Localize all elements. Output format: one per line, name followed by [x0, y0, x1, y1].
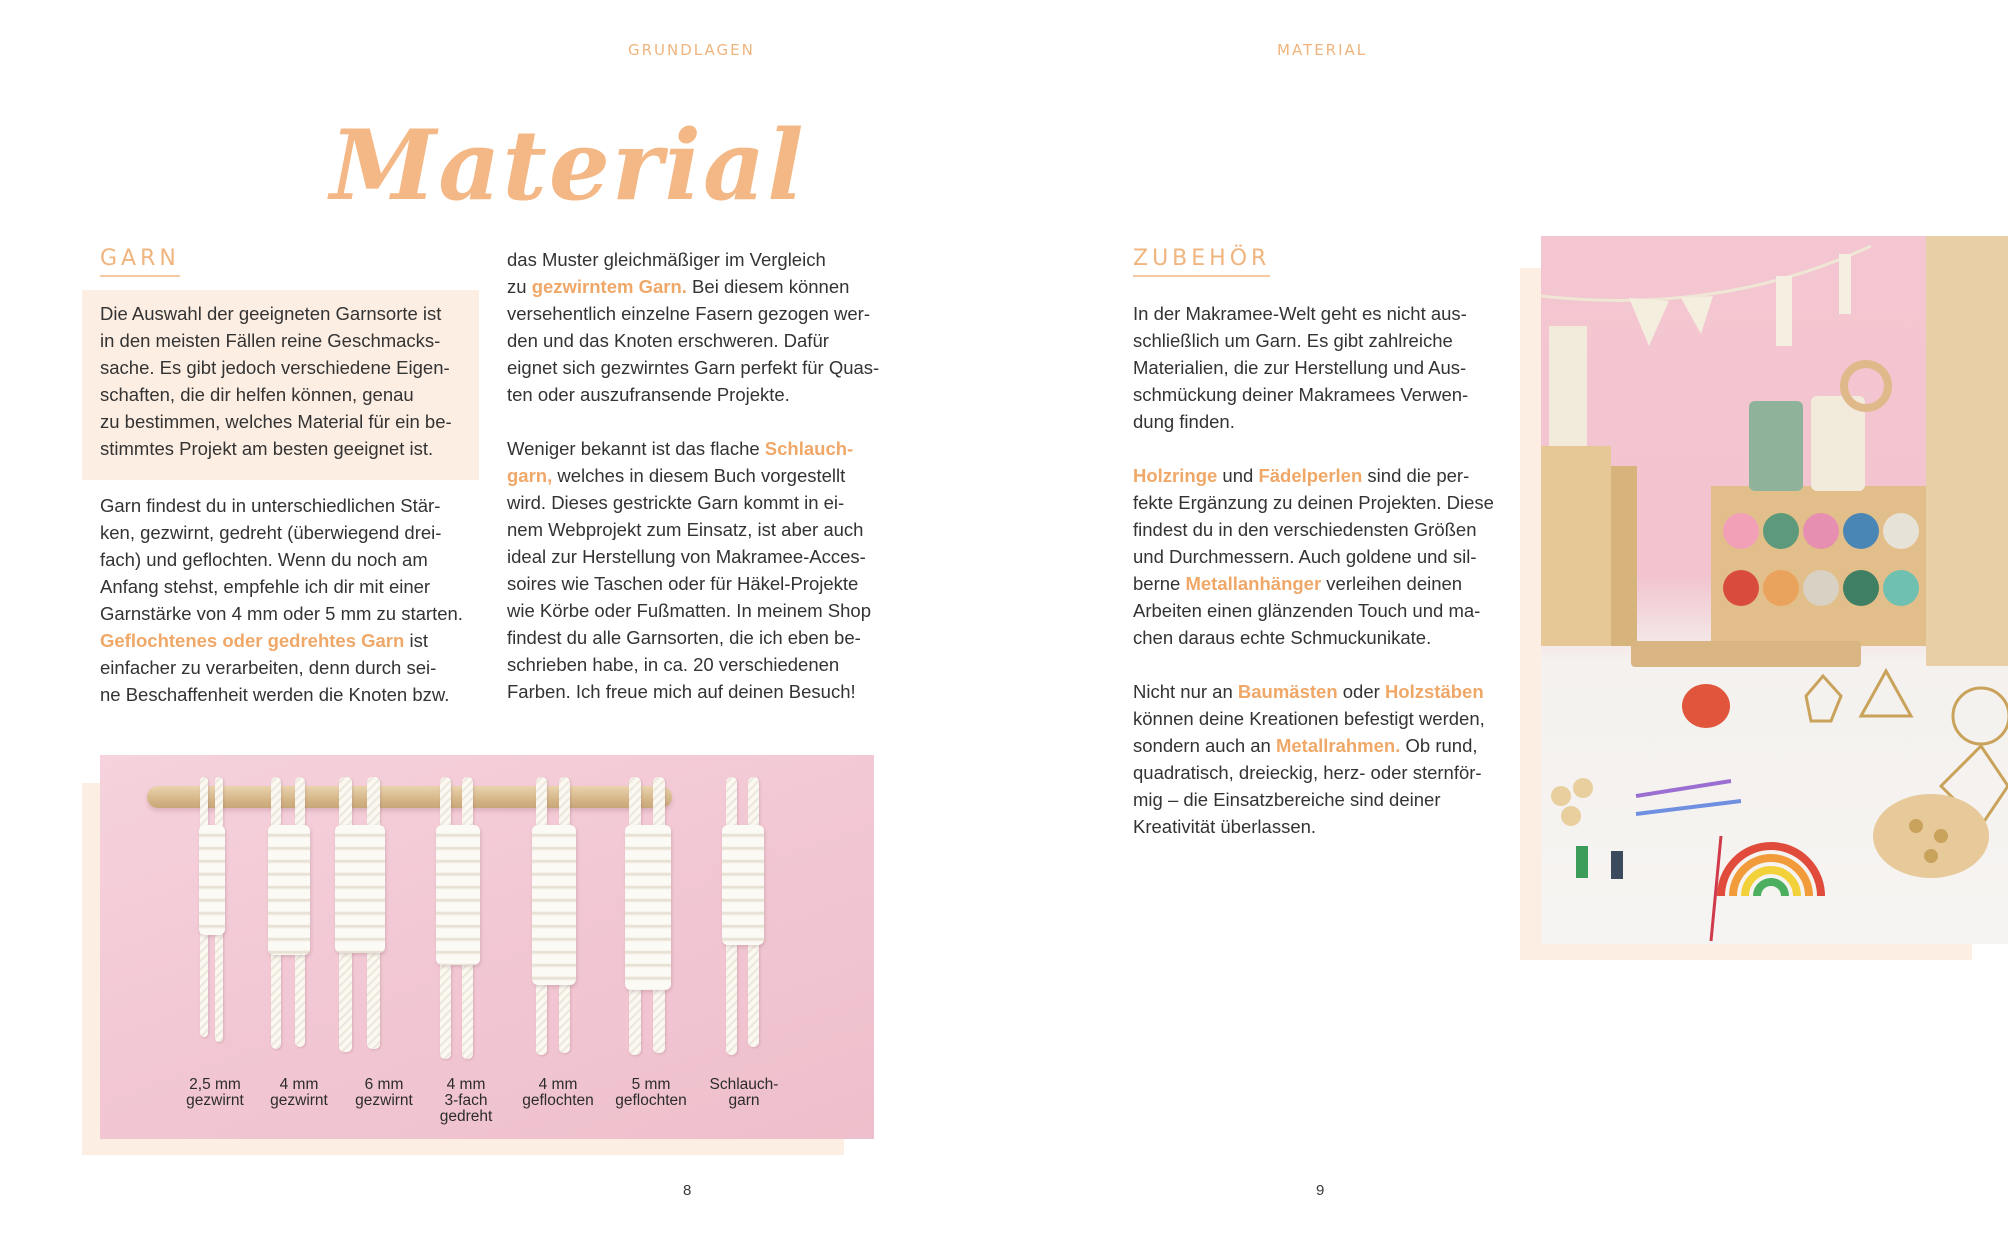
- yarn-label-3: [339, 1077, 429, 1109]
- wooden-dowel: [147, 786, 672, 808]
- highlight-baumaesten: Baumästen: [1237, 681, 1338, 702]
- garn-column-1: [100, 492, 490, 708]
- body-fragment: und: [1217, 465, 1259, 486]
- garland-tassel: [1776, 276, 1792, 346]
- body-line: [1133, 462, 1523, 489]
- highlight-holzringe: Holzringe: [1133, 465, 1218, 486]
- thread-spool: [1611, 851, 1623, 879]
- body-line: den und das Knoten erschweren. Dafür: [507, 330, 829, 351]
- yarn-roll: [1803, 513, 1839, 549]
- body-line: [507, 435, 897, 462]
- wall-tassel: [1549, 326, 1587, 446]
- body-line: findest du in den verschiedensten Größen: [1133, 519, 1477, 540]
- intro-line: schaften, die dir helfen können, genau: [100, 384, 414, 405]
- accessories-illustration: [1541, 236, 2008, 944]
- yarn-label-line: gezwirnt: [355, 1092, 413, 1109]
- body-fragment: Bei diesem können: [686, 276, 850, 297]
- yarn-samples-photo: [100, 755, 874, 1139]
- body-fragment: Nicht nur an: [1133, 681, 1238, 702]
- yarn-label-7: [699, 1077, 789, 1109]
- body-line: In der Makramee-Welt geht es nicht aus-: [1133, 303, 1467, 324]
- body-line: dung finden.: [1133, 411, 1235, 432]
- running-head-left: GRUNDLAGEN: [628, 41, 755, 59]
- yarn-label-line: 6 mm: [364, 1076, 404, 1093]
- yarn-label-line: gezwirnt: [270, 1092, 328, 1109]
- page-number-right: 9: [1316, 1182, 1325, 1199]
- body-line: [1133, 570, 1523, 597]
- body-fragment: sind die per-: [1362, 465, 1470, 486]
- yarn-label-line: 2,5 mm: [189, 1076, 241, 1093]
- section-heading-zubehoer: ZUBEHÖR: [1133, 246, 1270, 277]
- highlight-geflochtenes-garn: Geflochtenes oder gedrehtes Garn: [100, 630, 405, 651]
- page-title: Material: [330, 109, 806, 222]
- yarn-roll: [1763, 513, 1799, 549]
- intro-line: stimmtes Projekt am besten geeignet ist.: [100, 438, 434, 459]
- body-line: soires wie Taschen oder für Häkel-Projekte: [507, 573, 859, 594]
- rainbow-arc: [1757, 882, 1785, 896]
- garland-flag: [1681, 296, 1713, 334]
- body-line: Materialien, die zur Herstellung und Aus-: [1133, 357, 1467, 378]
- intro-line: zu bestimmen, welches Material für ein be-: [100, 411, 452, 432]
- body-line: nem Webprojekt zum Einsatz, ist aber auch: [507, 519, 864, 540]
- page-number-left: 8: [683, 1182, 692, 1199]
- yarn-label-line: 4 mm: [446, 1076, 486, 1093]
- body-line: versehentlich einzelne Fasern gezogen wer-: [507, 303, 871, 324]
- body-line: fekte Ergänzung zu deinen Projekten. Diese: [1133, 492, 1494, 513]
- garn-column-2: [507, 246, 897, 705]
- body-line: chen daraus echte Schmuckunikate.: [1133, 627, 1432, 648]
- highlight-schlauchgarn: Schlauch-: [764, 438, 854, 459]
- green-spool: [1749, 401, 1803, 491]
- body-line: Arbeiten einen glänzenden Touch und ma-: [1133, 600, 1481, 621]
- body-line: schrieben habe, in ca. 20 verschiedenen: [507, 654, 840, 675]
- yarn-label-line: 4 mm: [538, 1076, 578, 1093]
- highlight-holzstaeben: Holzstäben: [1384, 681, 1484, 702]
- body-line: ken, gezwirnt, gedreht (überwiegend drei-: [100, 522, 442, 543]
- metal-charm: [1909, 819, 1923, 833]
- highlight-schlauchgarn: garn,: [507, 465, 553, 486]
- body-fragment: oder: [1337, 681, 1385, 702]
- yarn-roll: [1763, 570, 1799, 606]
- yarn-roll: [1843, 570, 1879, 606]
- yarn-roll: [1843, 513, 1879, 549]
- section-heading-garn: GARN: [100, 246, 180, 277]
- metal-star: [1806, 676, 1841, 721]
- highlight-metallanhaenger: Metallanhänger: [1185, 573, 1322, 594]
- body-line: mig – die Einsatzbereiche sind deiner: [1133, 789, 1441, 810]
- body-line: ten oder auszufransende Projekte.: [507, 384, 790, 405]
- body-line: wird. Dieses gestrickte Garn kommt in ei-: [507, 492, 845, 513]
- yarn-label-line: gezwirnt: [186, 1092, 244, 1109]
- garland-string: [1541, 246, 1871, 300]
- yarn-label-line: 3-fach: [444, 1092, 488, 1109]
- yarn-roll: [1883, 513, 1919, 549]
- paragraph-gap: [1133, 651, 1523, 678]
- body-line: das Muster gleichmäßiger im Vergleich: [507, 249, 826, 270]
- body-line: eignet sich gezwirntes Garn perfekt für Quas-: [507, 357, 880, 378]
- intro-line: Die Auswahl der geeigneten Garnsorte ist: [100, 303, 442, 324]
- body-line: schließlich um Garn. Es gibt zahlreiche: [1133, 330, 1453, 351]
- body-line: Garn findest du in unterschiedlichen Stär-: [100, 495, 441, 516]
- body-line: wie Körbe oder Fußmatten. In meinem Shop: [507, 600, 872, 621]
- crochet-hook: [1636, 781, 1731, 796]
- highlight-faedelperlen: Fädelperlen: [1258, 465, 1363, 486]
- intro-text: [100, 300, 470, 462]
- body-line: findest du alle Garnsorten, die ich eben be-: [507, 627, 861, 648]
- highlight-gezwirntem-garn: gezwirntem Garn.: [531, 276, 687, 297]
- yarn-roll: [1803, 570, 1839, 606]
- body-line: quadratisch, dreieckig, herz- oder sternför-: [1133, 762, 1482, 783]
- macrame-board: [1631, 641, 1861, 667]
- running-head-right: MATERIAL: [1277, 41, 1368, 59]
- body-line: ideal zur Herstellung von Makramee-Acces-: [507, 546, 866, 567]
- paragraph-gap: [1133, 435, 1523, 462]
- yarn-label-line: geflochten: [522, 1092, 594, 1109]
- yarn-label-5: [513, 1077, 603, 1109]
- red-yarn-spool: [1682, 684, 1730, 728]
- body-line: fach) und geflochten. Wenn du noch am: [100, 549, 428, 570]
- yarn-label-4: [421, 1077, 511, 1125]
- wooden-bead: [1573, 778, 1593, 798]
- body-line: [1133, 678, 1523, 705]
- drawer-side: [1611, 466, 1637, 646]
- yarn-label-6: [606, 1077, 696, 1109]
- crochet-hook: [1636, 801, 1741, 814]
- body-line: Anfang stehst, empfehle ich dir mit einer: [100, 576, 431, 597]
- body-line: schmückung deiner Makramees Verwen-: [1133, 384, 1469, 405]
- body-line: [507, 273, 897, 300]
- wooden-bead: [1551, 786, 1571, 806]
- body-fragment: zu: [507, 276, 532, 297]
- yarn-label-line: Schlauch-: [709, 1076, 779, 1093]
- drawer-unit: [1541, 446, 1611, 646]
- intro-line: in den meisten Fällen reine Geschmacks-: [100, 330, 441, 351]
- intro-line: sache. Es gibt jedoch verschiedene Eigen-: [100, 357, 450, 378]
- zubehoer-text: [1133, 300, 1523, 840]
- body-line: [507, 462, 897, 489]
- yarn-label-line: 5 mm: [631, 1076, 671, 1093]
- wooden-bead: [1561, 806, 1581, 826]
- body-line: können deine Kreationen befestigt werden,: [1133, 708, 1485, 729]
- yarn-label-line: geflochten: [615, 1092, 687, 1109]
- body-line: [100, 627, 490, 654]
- thread-spool: [1576, 846, 1588, 878]
- body-fragment: welches in diesem Buch vorgestellt: [552, 465, 846, 486]
- metal-charm: [1934, 829, 1948, 843]
- garland-tassel: [1839, 254, 1851, 314]
- wooden-ring: [1844, 364, 1888, 408]
- body-line: [1133, 732, 1523, 759]
- yarn-roll: [1723, 570, 1759, 606]
- body-line: ne Beschaffenheit werden die Knoten bzw.: [100, 684, 450, 705]
- body-fragment: Ob rund,: [1400, 735, 1478, 756]
- body-line: und Durchmessern. Auch goldene und sil-: [1133, 546, 1477, 567]
- body-fragment: sondern auch an: [1133, 735, 1276, 756]
- body-line: Garnstärke von 4 mm oder 5 mm zu starten.: [100, 603, 463, 624]
- yarn-label-line: garn: [728, 1092, 760, 1109]
- body-line: einfacher zu verarbeiten, denn durch sei-: [100, 657, 437, 678]
- yarn-label-line: 4 mm: [279, 1076, 319, 1093]
- metal-ring: [1953, 688, 2008, 744]
- wood-wall: [1926, 236, 2008, 666]
- body-fragment: Weniger bekannt ist das flache: [507, 438, 765, 459]
- body-fragment: verleihen deinen: [1321, 573, 1463, 594]
- metal-triangle: [1861, 671, 1911, 716]
- highlight-metallrahmen: Metallrahmen.: [1275, 735, 1401, 756]
- paragraph-gap: [507, 408, 897, 435]
- yarn-roll: [1883, 570, 1919, 606]
- body-line: Kreativität überlassen.: [1133, 816, 1317, 837]
- yarn-label-line: gedreht: [439, 1108, 493, 1125]
- metal-charm: [1924, 849, 1938, 863]
- body-fragment: ist: [404, 630, 428, 651]
- body-fragment: berne: [1133, 573, 1186, 594]
- yarn-label-2: [254, 1077, 344, 1109]
- body-line: Farben. Ich freue mich auf deinen Besuch!: [507, 681, 856, 702]
- yarn-roll: [1723, 513, 1759, 549]
- garland-flag: [1629, 298, 1669, 346]
- accessories-photo: [1541, 236, 2008, 944]
- yarn-label-1: [170, 1077, 260, 1109]
- wooden-plate: [1873, 794, 1989, 878]
- wooden-crate: [1711, 486, 1926, 646]
